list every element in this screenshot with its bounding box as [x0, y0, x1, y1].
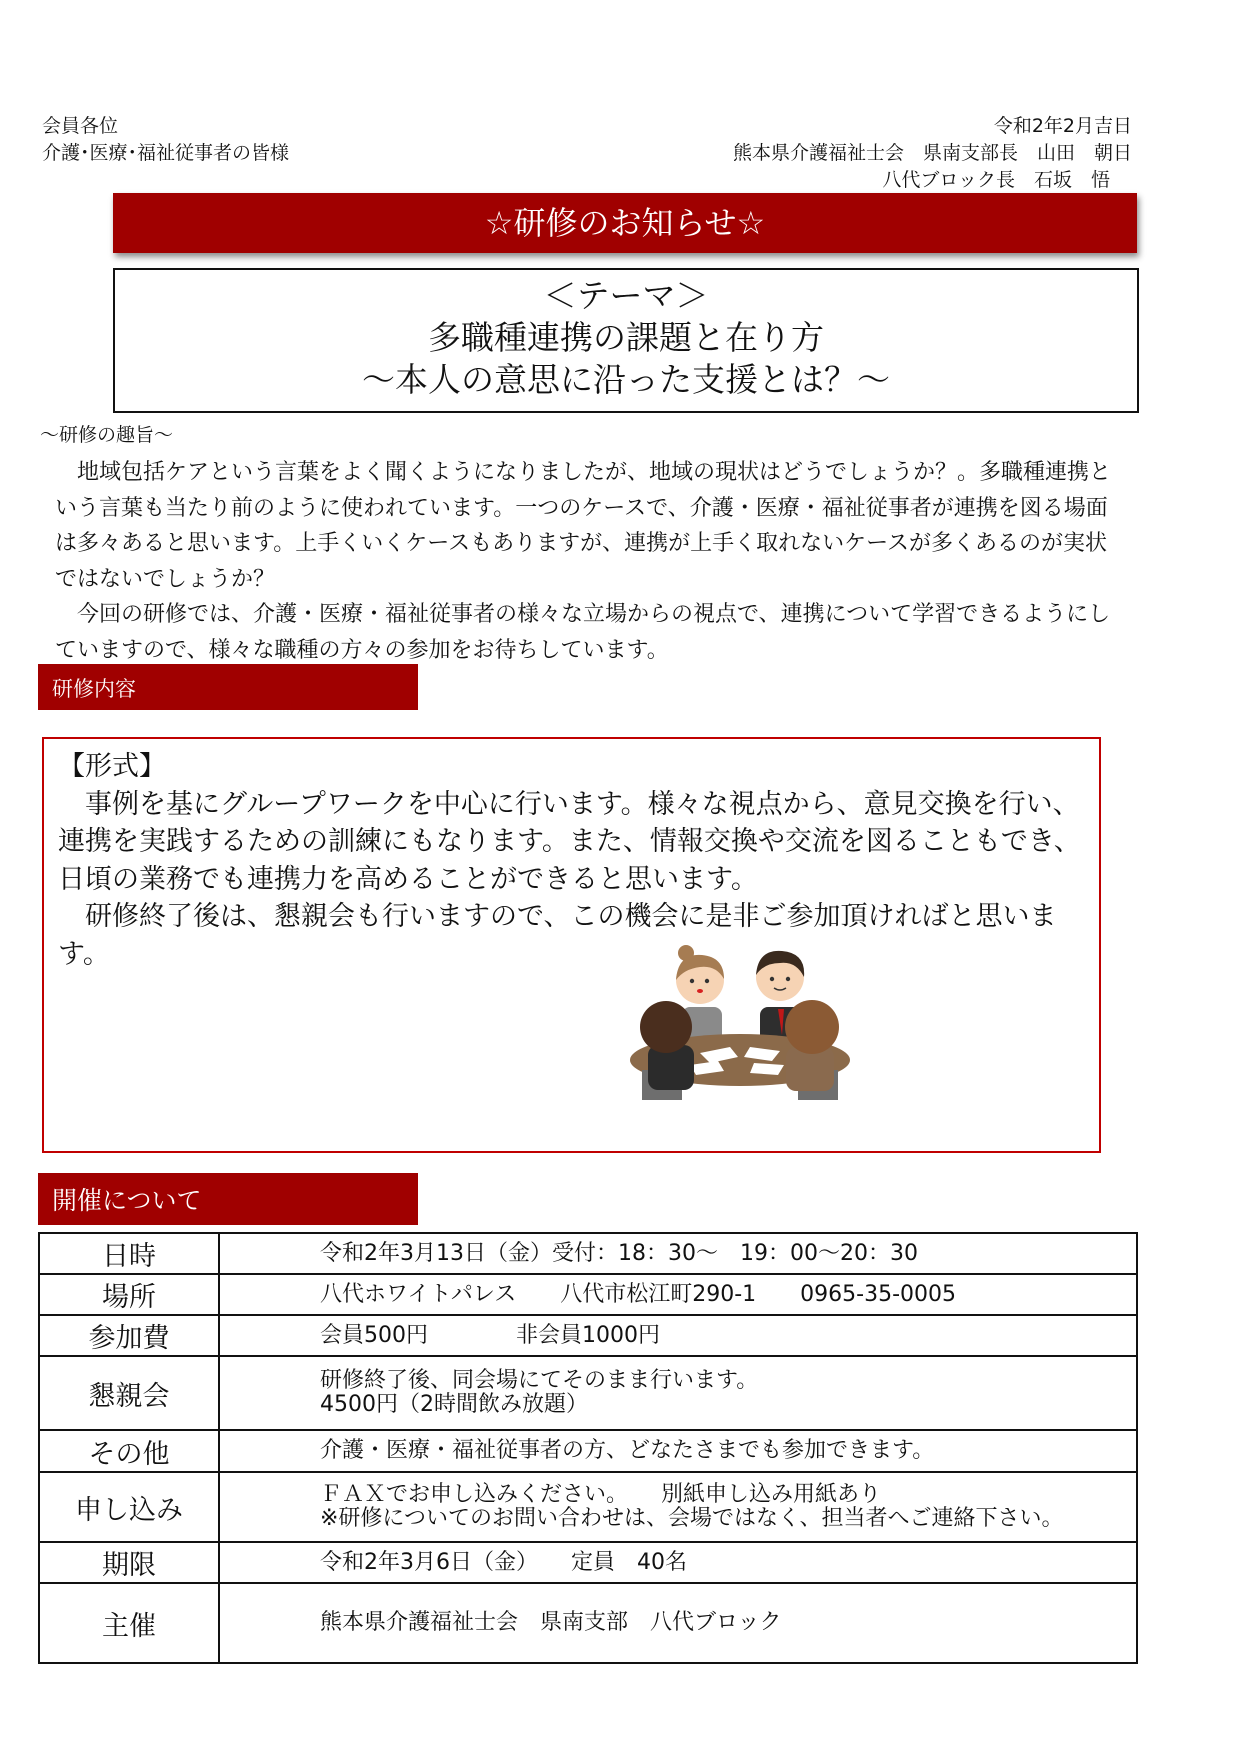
row-label-deadline: 期限	[39, 1542, 219, 1583]
row-label-datetime: 日時	[39, 1233, 219, 1274]
row-value-other	[219, 1430, 1137, 1472]
fee-text: 会員500円 非会員1000円	[320, 1322, 660, 1348]
other-text: 介護・医療・福祉従事者の方、どなたさまでも参加できます。	[320, 1438, 935, 1463]
row-value-fee	[219, 1315, 1137, 1356]
place-text: 八代ホワイトパレス 八代市松江町290-1 0965-35-0005	[320, 1281, 957, 1307]
table-row	[39, 1542, 1137, 1583]
notice-banner: ☆研修のお知らせ☆	[113, 193, 1137, 253]
purpose-paragraph-1: 地域包括ケアという言葉をよく聞くようになりましたが、地域の現状はどうでしょうか？。多職種連携という言葉も当たり前のように使われています。一つのケースで、介護・医療・福祉従事者が連携を図る場面は多々あると思います。上手くいくケースもありますが、連携が上手く取れないケースが多くあるのが実状ではないでしょうか？	[55, 460, 1112, 592]
recipient-care-workers: 介護･医療･福祉従事者の皆様	[42, 142, 290, 164]
row-value-place	[219, 1274, 1137, 1315]
row-value-deadline	[219, 1542, 1137, 1583]
row-label-organizer: 主催	[39, 1583, 219, 1663]
theme-title: 多職種連携の課題と在り方	[428, 318, 824, 357]
purpose-paragraph-2: 今回の研修では、介護・医療・福祉従事者の様々な立場からの視点で、連携について学習できるようにしていますので、様々な職種の方々の参加をお待ちしています。	[55, 602, 1111, 663]
group-discussion-illustration	[620, 935, 860, 1105]
section-heading-content: 研修内容	[38, 664, 418, 710]
purpose-text	[55, 455, 1115, 668]
deadline-text: 令和2年3月6日（金） 定員 40名	[320, 1549, 687, 1575]
application-text-2: ※研修についてのお問い合わせは、会場ではなく、担当者へご連絡下さい。	[320, 1506, 1064, 1531]
table-row	[39, 1472, 1137, 1542]
recipient-members: 会員各位	[42, 115, 119, 137]
row-value-organizer	[219, 1583, 1137, 1663]
datetime-text: 令和2年3月13日（金）受付：18：30～ 19：00～20：30	[320, 1240, 918, 1266]
row-label-social: 懇親会	[39, 1356, 219, 1430]
purpose-label: ～研修の趣旨～	[40, 424, 174, 446]
theme-label: ＜テーマ＞	[543, 276, 709, 315]
format-label: 【形式】	[58, 751, 166, 782]
section-heading-event: 開催について	[38, 1173, 418, 1225]
row-value-application	[219, 1472, 1137, 1542]
table-row	[39, 1274, 1137, 1315]
row-label-place: 場所	[39, 1274, 219, 1315]
sender-branch-chief: 熊本県介護福祉士会 県南支部長 山田 朝日	[732, 142, 1132, 164]
row-value-datetime	[219, 1233, 1137, 1274]
table-row	[39, 1356, 1137, 1430]
row-label-fee: 参加費	[39, 1315, 219, 1356]
content-paragraph-1: 事例を基にグループワークを中心に行います。様々な視点から、意見交換を行い、連携を実践するための訓練にもなります。また、情報交換や交流を図ることもでき、日頃の業務でも連携力を高めることができると思います。	[58, 788, 1081, 895]
theme-box	[113, 268, 1139, 413]
social-text-1: 研修終了後、同会場にてそのまま行います。	[320, 1368, 759, 1393]
row-value-social	[219, 1356, 1137, 1430]
theme-subtitle: ～本人の意思に沿った支援とは？～	[362, 360, 890, 399]
content-text	[58, 748, 1098, 973]
organizer-text: 熊本県介護福祉士会 県南支部 八代ブロック	[320, 1610, 782, 1635]
event-details-table	[38, 1232, 1138, 1664]
sender-block	[733, 113, 1132, 194]
table-row	[39, 1233, 1137, 1274]
row-label-other: その他	[39, 1430, 219, 1472]
issue-date: 令和2年2月吉日	[993, 115, 1132, 137]
social-text-2: 4500円（2時間飲み放題）	[320, 1392, 588, 1417]
table-row	[39, 1430, 1137, 1472]
table-row	[39, 1583, 1137, 1663]
recipients-block	[42, 113, 289, 167]
content-paragraph-2: 研修終了後は、懇親会も行いますので、この機会に是非ご参加頂ければと思います。	[58, 901, 1057, 970]
table-row	[39, 1315, 1137, 1356]
row-label-application: 申し込み	[39, 1472, 219, 1542]
application-text-1: ＦＡＸでお申し込みください。 別紙申し込み用紙あり	[320, 1482, 882, 1507]
sender-block-chief: 八代ブロック長 石坂 悟	[882, 169, 1110, 191]
